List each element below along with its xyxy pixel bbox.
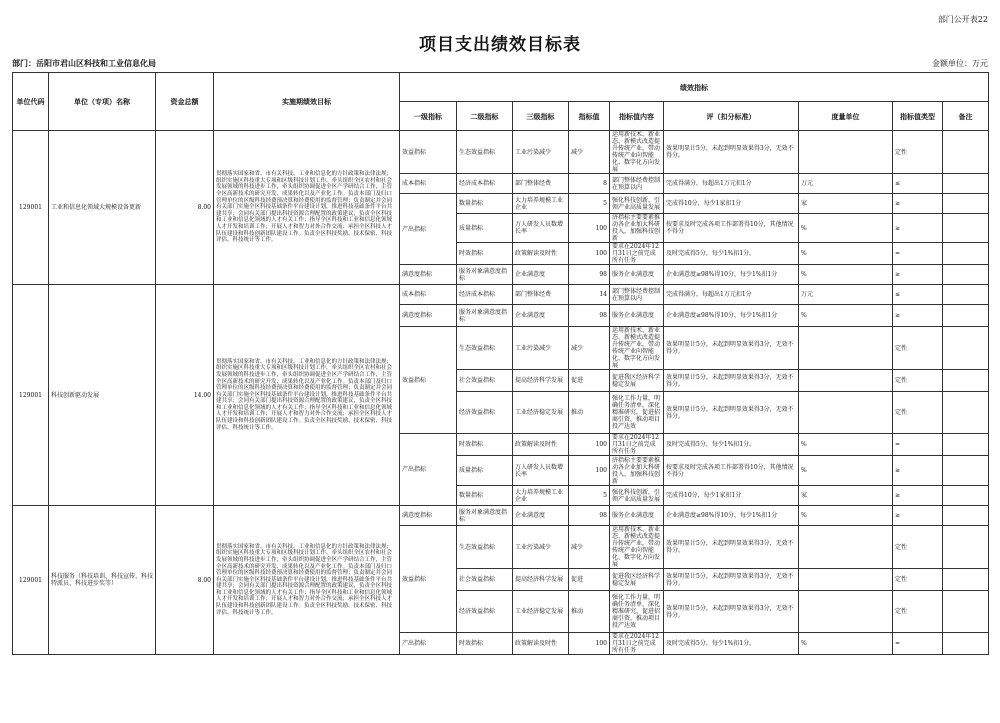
level1-indicator-cell: 产出指标 bbox=[400, 633, 457, 655]
header-total-funds: 资金总额 bbox=[156, 73, 214, 131]
value-type-cell: ≥ bbox=[893, 305, 943, 327]
level2-indicator-cell: 质量指标 bbox=[457, 214, 513, 243]
page-number: 部门公开表22 bbox=[937, 15, 988, 24]
scoring-standard-cell: 效果明显计5分，未起到明显效果得3分，无效不得分。 bbox=[664, 526, 799, 569]
level2-indicator-cell: 数量指标 bbox=[457, 486, 513, 506]
level2-indicator-cell: 服务对象满意度指标 bbox=[457, 506, 513, 526]
value-type-cell: ≥ bbox=[893, 506, 943, 526]
measure-unit-cell: % bbox=[799, 434, 893, 456]
scoring-standard-cell: 效果明显计5分，未起到明显效果得3分，无效不得分。 bbox=[664, 591, 799, 633]
scoring-standard-cell: 按要求及时完成各项工作部署得10分，其他情况不得分 bbox=[664, 214, 799, 243]
indicator-content-cell: 强化科技创新，引领产业高质量发展 bbox=[610, 486, 664, 506]
level2-indicator-cell: 生态效益指标 bbox=[457, 327, 513, 370]
indicator-content-cell: 服务企业满意度 bbox=[610, 506, 664, 526]
indicator-value-cell: 8 bbox=[569, 174, 610, 194]
header-level3: 三级指标 bbox=[513, 102, 569, 131]
remarks-cell bbox=[943, 327, 989, 370]
indicator-value-cell: 100 bbox=[569, 456, 610, 486]
unit-code-cell: 129001 bbox=[13, 131, 49, 285]
indicator-content-cell: 强化科技创新，引领产业高质量发展 bbox=[610, 194, 664, 214]
level3-indicator-cell: 万人研发人员数增长率 bbox=[513, 456, 569, 486]
remarks-cell bbox=[943, 285, 989, 305]
indicator-content-cell: 促进我区经济科学稳定发展 bbox=[610, 370, 664, 392]
unit-code-cell: 129001 bbox=[13, 285, 49, 506]
page-title: 项目支出绩效目标表 bbox=[419, 35, 581, 55]
indicator-value-cell: 5 bbox=[569, 486, 610, 506]
level3-indicator-cell: 企业满意度 bbox=[513, 506, 569, 526]
level2-indicator-cell: 数量指标 bbox=[457, 194, 513, 214]
indicator-value-cell: 推动 bbox=[569, 591, 610, 633]
header-content: 指标值内容 bbox=[610, 102, 664, 131]
measure-unit-cell: % bbox=[799, 214, 893, 243]
project-name-cell: 科技创新驱动发展 bbox=[49, 285, 156, 506]
value-type-cell: ≥ bbox=[893, 214, 943, 243]
measure-unit-cell: 家 bbox=[799, 486, 893, 506]
level3-indicator-cell: 政策解读及时性 bbox=[513, 434, 569, 456]
level2-indicator-cell: 经济成本指标 bbox=[457, 285, 513, 305]
level3-indicator-cell: 大力培养规模工业企业 bbox=[513, 194, 569, 214]
indicator-content-cell: 要求在2024年12月31日之前完成所有任务 bbox=[610, 243, 664, 265]
header-value: 指标值 bbox=[569, 102, 610, 131]
remarks-cell bbox=[943, 305, 989, 327]
scoring-standard-cell: 企业满意度≥98%得10分，每少1%扣1分 bbox=[664, 265, 799, 285]
scoring-standard-cell: 效果明显计5分，未起到明显效果得3分，无效不得分。 bbox=[664, 131, 799, 174]
level1-indicator-cell: 满意度指标 bbox=[400, 506, 457, 526]
measure-unit-cell: % bbox=[799, 633, 893, 655]
header-unit-code: 单位代码 bbox=[13, 73, 49, 131]
level1-indicator-cell: 满意度指标 bbox=[400, 265, 457, 285]
indicator-value-cell: 98 bbox=[569, 265, 610, 285]
remarks-cell bbox=[943, 506, 989, 526]
measure-unit-cell bbox=[799, 569, 893, 591]
remarks-cell bbox=[943, 569, 989, 591]
measure-unit-cell: % bbox=[799, 243, 893, 265]
level3-indicator-cell: 政策解读及时性 bbox=[513, 243, 569, 265]
remarks-cell bbox=[943, 174, 989, 194]
value-type-cell: 定性 bbox=[893, 569, 943, 591]
header-scoring: 评（扣分标准） bbox=[664, 102, 799, 131]
value-type-cell: 定性 bbox=[893, 526, 943, 569]
indicator-content-cell: 要求在2024年12月31日之前完成所有任务 bbox=[610, 633, 664, 655]
remarks-cell bbox=[943, 526, 989, 569]
header-level2: 二级指标 bbox=[457, 102, 513, 131]
table-body bbox=[13, 131, 989, 655]
value-type-cell: ≥ bbox=[893, 456, 943, 486]
header-target: 实施期绩效目标 bbox=[214, 73, 400, 131]
total-funds-cell: 8.00 bbox=[156, 131, 214, 285]
indicator-content-cell: 运用新技术、新业态、新模式改造提升传统产业，带动传统产业向智能化、数字化方向发展 bbox=[610, 327, 664, 370]
level3-indicator-cell: 工业经济稳定发展 bbox=[513, 392, 569, 434]
project-name-cell: 科技服务（科技培训、科技宣传、科技特派员、科技进步奖等） bbox=[49, 506, 156, 655]
level3-indicator-cell: 企业满意度 bbox=[513, 265, 569, 285]
level3-indicator-cell: 工业污染减少 bbox=[513, 327, 569, 370]
value-type-cell: 定性 bbox=[893, 591, 943, 633]
level2-indicator-cell: 经济效益指标 bbox=[457, 591, 513, 633]
indicator-value-cell: 100 bbox=[569, 214, 610, 243]
scoring-standard-cell: 效果明显计5分，未起到明显效果得3分，无效不得分。 bbox=[664, 327, 799, 370]
table-row bbox=[13, 285, 989, 305]
header-value-type: 指标值类型 bbox=[893, 102, 943, 131]
indicator-value-cell: 98 bbox=[569, 506, 610, 526]
indicator-value-cell: 减少 bbox=[569, 526, 610, 569]
table-row bbox=[13, 506, 989, 526]
remarks-cell bbox=[943, 265, 989, 285]
level1-indicator-cell: 满意度指标 bbox=[400, 305, 457, 327]
remarks-cell bbox=[943, 456, 989, 486]
remarks-cell bbox=[943, 243, 989, 265]
measure-unit-cell: % bbox=[799, 265, 893, 285]
indicator-value-cell: 98 bbox=[569, 305, 610, 327]
indicator-content-cell: 促进我区经济科学稳定发展 bbox=[610, 569, 664, 591]
value-type-cell: = bbox=[893, 434, 943, 456]
scoring-standard-cell: 企业满意度≥98%得10分，每少1%扣1分 bbox=[664, 506, 799, 526]
scoring-standard-cell: 完成得满分，每超出1万元扣1分 bbox=[664, 285, 799, 305]
value-type-cell: = bbox=[893, 633, 943, 655]
value-type-cell: ≥ bbox=[893, 194, 943, 214]
scoring-standard-cell: 按要求及时完成各项工作部署得10分，其他情况不得分 bbox=[664, 456, 799, 486]
remarks-cell bbox=[943, 633, 989, 655]
level3-indicator-cell: 工业污染减少 bbox=[513, 526, 569, 569]
level2-indicator-cell: 时效指标 bbox=[457, 633, 513, 655]
target-description-cell: 贯彻落实国家和省、市有关科技、工业和信息化的方针政策和法律法规；组织实施区科技重大专项和区级科技计划工作，牵头组织全区农村和社会发展领域的科技进步工作，牵头组织协调促进全区产学研结合工作，主管全区高新技术的研究开发、成果转化以及产业化工作。负责本部门及归口管理单位的区级科技经费预决算和经费使用的监督管理；负责制定并会同有关部门实施全区科技基础条件平台建设计划，推进科技基础条件平台共建共享；会同有关部门提出科技资源合理配置的政策建议，负责全区科技和工业和信息化领域的人才有关工作；指导全区科技和工业和信息化领域人才开发和培训工作；开展人才和智力对外合作交流；承担全区科技人才队伍建设和科技创新团队建设工作。负责全区科技奖励、技术保密、科技评估、科技统计等工作。 bbox=[214, 506, 400, 655]
measure-unit-cell: 万元 bbox=[799, 285, 893, 305]
department-label: 部门：岳阳市君山区科技和工业信息化局 bbox=[12, 58, 156, 68]
indicator-value-cell: 100 bbox=[569, 434, 610, 456]
scoring-standard-cell: 效果明显计5分，未起到明显效果得3分，无效不得分。 bbox=[664, 392, 799, 434]
scoring-standard-cell: 及时完成得5分，每少1%扣1分。 bbox=[664, 434, 799, 456]
level2-indicator-cell: 服务对象满意度指标 bbox=[457, 265, 513, 285]
measure-unit-cell bbox=[799, 370, 893, 392]
value-type-cell: ≥ bbox=[893, 486, 943, 506]
level2-indicator-cell: 社会效益指标 bbox=[457, 370, 513, 392]
indicator-value-cell: 14 bbox=[569, 285, 610, 305]
header-remarks: 备注 bbox=[943, 102, 989, 131]
header-level1: 一级指标 bbox=[400, 102, 457, 131]
indicator-content-cell: 济指标主要要素推动各企业加大科研投入，加强科技创新 bbox=[610, 456, 664, 486]
target-description-cell: 贯彻落实国家和省、市有关科技、工业和信息化的方针政策和法律法规；组织实施区科技重大专项和区级科技计划工作，牵头组织全区农村和社会发展领域的科技进步工作，牵头组织协调促进全区产学研结合工作，主管全区高新技术的研究开发、成果转化以及产业化工作。负责本部门及归口管理单位的区级科技经费预决算和经费使用的监督管理；负责制定并会同有关部门实施全区科技基础条件平台建设计划，推进科技基础条件平台共建共享；会同有关部门提出科技资源合理配置的政策建议，负责全区科技和工业和信息化领域的人才有关工作；指导全区科技和工业和信息化领域人才开发和培训工作；开展人才和智力对外合作交流；承担全区科技人才队伍建设和科技创新团队建设工作。负责全区科技奖励、技术保密、科技评估、科技统计等工作。 bbox=[214, 285, 400, 506]
indicator-value-cell: 减少 bbox=[569, 131, 610, 174]
value-type-cell: = bbox=[893, 243, 943, 265]
value-type-cell: 定性 bbox=[893, 327, 943, 370]
level3-indicator-cell: 提高经济科学发展 bbox=[513, 569, 569, 591]
target-description-cell: 贯彻落实国家和省、市有关科技、工业和信息化的方针政策和法律法规；组织实施区科技重大专项和区级科技计划工作，牵头组织全区农村和社会发展领域的科技进步工作，牵头组织协调促进全区产学研结合工作，主管全区高新技术的研究开发、成果转化以及产业化工作。负责本部门及归口管理单位的区级科技经费预决算和经费使用的监督管理；负责制定并会同有关部门实施全区科技基础条件平台建设计划，推进科技基础条件平台共建共享；会同有关部门提出科技资源合理配置的政策建议，负责全区科技和工业和信息化领域的人才有关工作；指导全区科技和工业和信息化领域人才开发和培训工作；开展人才和智力对外合作交流；承担全区科技人才队伍建设和科技创新团队建设工作。负责全区科技奖励、技术保密、科技评估、科技统计等工作。 bbox=[214, 131, 400, 285]
indicator-content-cell: 部门整体经费控制在预算以内 bbox=[610, 285, 664, 305]
level2-indicator-cell: 生态效益指标 bbox=[457, 131, 513, 174]
header-measure-unit: 度量单位 bbox=[799, 102, 893, 131]
header-project-name: 单位（专项）名称 bbox=[49, 73, 156, 131]
level3-indicator-cell: 提高经济科学发展 bbox=[513, 370, 569, 392]
indicator-content-cell: 服务企业满意度 bbox=[610, 265, 664, 285]
level2-indicator-cell: 质量指标 bbox=[457, 456, 513, 486]
indicator-content-cell: 运用新技术、新业态、新模式改造提升传统产业，带动传统产业向智能化、数字化方向发展 bbox=[610, 526, 664, 569]
unit-code-cell: 129001 bbox=[13, 506, 49, 655]
indicator-content-cell: 强化工作力量，明确任务清单，深化精准研究，促进招商引资，推动项目投产达效 bbox=[610, 591, 664, 633]
measure-unit-cell bbox=[799, 131, 893, 174]
remarks-cell bbox=[943, 131, 989, 174]
level3-indicator-cell: 大力培养规模工业企业 bbox=[513, 486, 569, 506]
amount-unit-label: 金额单位：万元 bbox=[932, 59, 988, 68]
level3-indicator-cell: 部门整体经费 bbox=[513, 285, 569, 305]
measure-unit-cell: % bbox=[799, 506, 893, 526]
value-type-cell: ≥ bbox=[893, 265, 943, 285]
indicator-value-cell: 100 bbox=[569, 633, 610, 655]
indicator-value-cell: 促进 bbox=[569, 370, 610, 392]
scoring-standard-cell: 完成得10分，每少1家扣1分 bbox=[664, 486, 799, 506]
level1-indicator-cell: 产出指标 bbox=[400, 194, 457, 265]
level2-indicator-cell: 经济成本指标 bbox=[457, 174, 513, 194]
indicator-value-cell: 推动 bbox=[569, 392, 610, 434]
total-funds-cell: 14.00 bbox=[156, 285, 214, 506]
scoring-standard-cell: 企业满意度≥98%得10分，每少1%扣1分 bbox=[664, 305, 799, 327]
indicator-content-cell: 部门整体经费控制在预算以内 bbox=[610, 174, 664, 194]
indicator-content-cell: 强化工作力量，明确任务清单，深化精准研究，促进招商引资，推动项目投产达效 bbox=[610, 392, 664, 434]
indicator-value-cell: 减少 bbox=[569, 327, 610, 370]
header-indicators: 绩效指标 bbox=[400, 73, 989, 102]
value-type-cell: 定性 bbox=[893, 370, 943, 392]
value-type-cell: 定性 bbox=[893, 392, 943, 434]
remarks-cell bbox=[943, 194, 989, 214]
level1-indicator-cell: 产出指标 bbox=[400, 434, 457, 506]
value-type-cell: 定性 bbox=[893, 131, 943, 174]
measure-unit-cell bbox=[799, 327, 893, 370]
level2-indicator-cell: 时效指标 bbox=[457, 243, 513, 265]
scoring-standard-cell: 效果明显计5分，未起到明显效果得3分，无效不得分。 bbox=[664, 370, 799, 392]
level3-indicator-cell: 政策解读及时性 bbox=[513, 633, 569, 655]
indicator-content-cell: 济指标主要要素推动各企业加大科研投入，加强科技创新 bbox=[610, 214, 664, 243]
scoring-standard-cell: 及时完成得5分，每少1%扣1分。 bbox=[664, 243, 799, 265]
level3-indicator-cell: 万人研发人员数增长率 bbox=[513, 214, 569, 243]
indicator-value-cell: 促进 bbox=[569, 569, 610, 591]
remarks-cell bbox=[943, 486, 989, 506]
remarks-cell bbox=[943, 214, 989, 243]
measure-unit-cell: % bbox=[799, 456, 893, 486]
value-type-cell: ≤ bbox=[893, 285, 943, 305]
remarks-cell bbox=[943, 392, 989, 434]
measure-unit-cell bbox=[799, 526, 893, 569]
table-row bbox=[13, 131, 989, 174]
total-funds-cell: 8.00 bbox=[156, 506, 214, 655]
level1-indicator-cell: 成本指标 bbox=[400, 174, 457, 194]
level2-indicator-cell: 时效指标 bbox=[457, 434, 513, 456]
indicator-content-cell: 服务企业满意度 bbox=[610, 305, 664, 327]
level1-indicator-cell: 效益指标 bbox=[400, 327, 457, 434]
scoring-standard-cell: 及时完成得5分，每少1%扣1分。 bbox=[664, 633, 799, 655]
level1-indicator-cell: 成本指标 bbox=[400, 285, 457, 305]
scoring-standard-cell: 效果明显计5分，未起到明显效果得3分，无效不得分。 bbox=[664, 569, 799, 591]
value-type-cell: ≤ bbox=[893, 174, 943, 194]
scoring-standard-cell: 完成得10分，每少1家扣1分 bbox=[664, 194, 799, 214]
level3-indicator-cell: 工业污染减少 bbox=[513, 131, 569, 174]
level2-indicator-cell: 生态效益指标 bbox=[457, 526, 513, 569]
measure-unit-cell bbox=[799, 591, 893, 633]
level2-indicator-cell: 服务对象满意度指标 bbox=[457, 305, 513, 327]
level1-indicator-cell: 效益指标 bbox=[400, 526, 457, 633]
performance-table bbox=[12, 72, 989, 655]
indicator-value-cell: 5 bbox=[569, 194, 610, 214]
level1-indicator-cell: 效益指标 bbox=[400, 131, 457, 174]
remarks-cell bbox=[943, 591, 989, 633]
scoring-standard-cell: 完成得满分，每超出1万元扣1分 bbox=[664, 174, 799, 194]
level2-indicator-cell: 社会效益指标 bbox=[457, 569, 513, 591]
level3-indicator-cell: 企业满意度 bbox=[513, 305, 569, 327]
indicator-content-cell: 要求在2024年12月31日之前完成所有任务 bbox=[610, 434, 664, 456]
level2-indicator-cell: 经济效益指标 bbox=[457, 392, 513, 434]
project-name-cell: 工业和信息化领域大规模设备更新 bbox=[49, 131, 156, 285]
measure-unit-cell: 万元 bbox=[799, 174, 893, 194]
indicator-value-cell: 100 bbox=[569, 243, 610, 265]
level3-indicator-cell: 部门整体经费 bbox=[513, 174, 569, 194]
remarks-cell bbox=[943, 370, 989, 392]
level3-indicator-cell: 工业经济稳定发展 bbox=[513, 591, 569, 633]
measure-unit-cell: % bbox=[799, 305, 893, 327]
measure-unit-cell bbox=[799, 392, 893, 434]
measure-unit-cell: 家 bbox=[799, 194, 893, 214]
remarks-cell bbox=[943, 434, 989, 456]
indicator-content-cell: 运用新技术、新业态、新模式改造提升传统产业，带动传统产业向智能化、数字化方向发展 bbox=[610, 131, 664, 174]
